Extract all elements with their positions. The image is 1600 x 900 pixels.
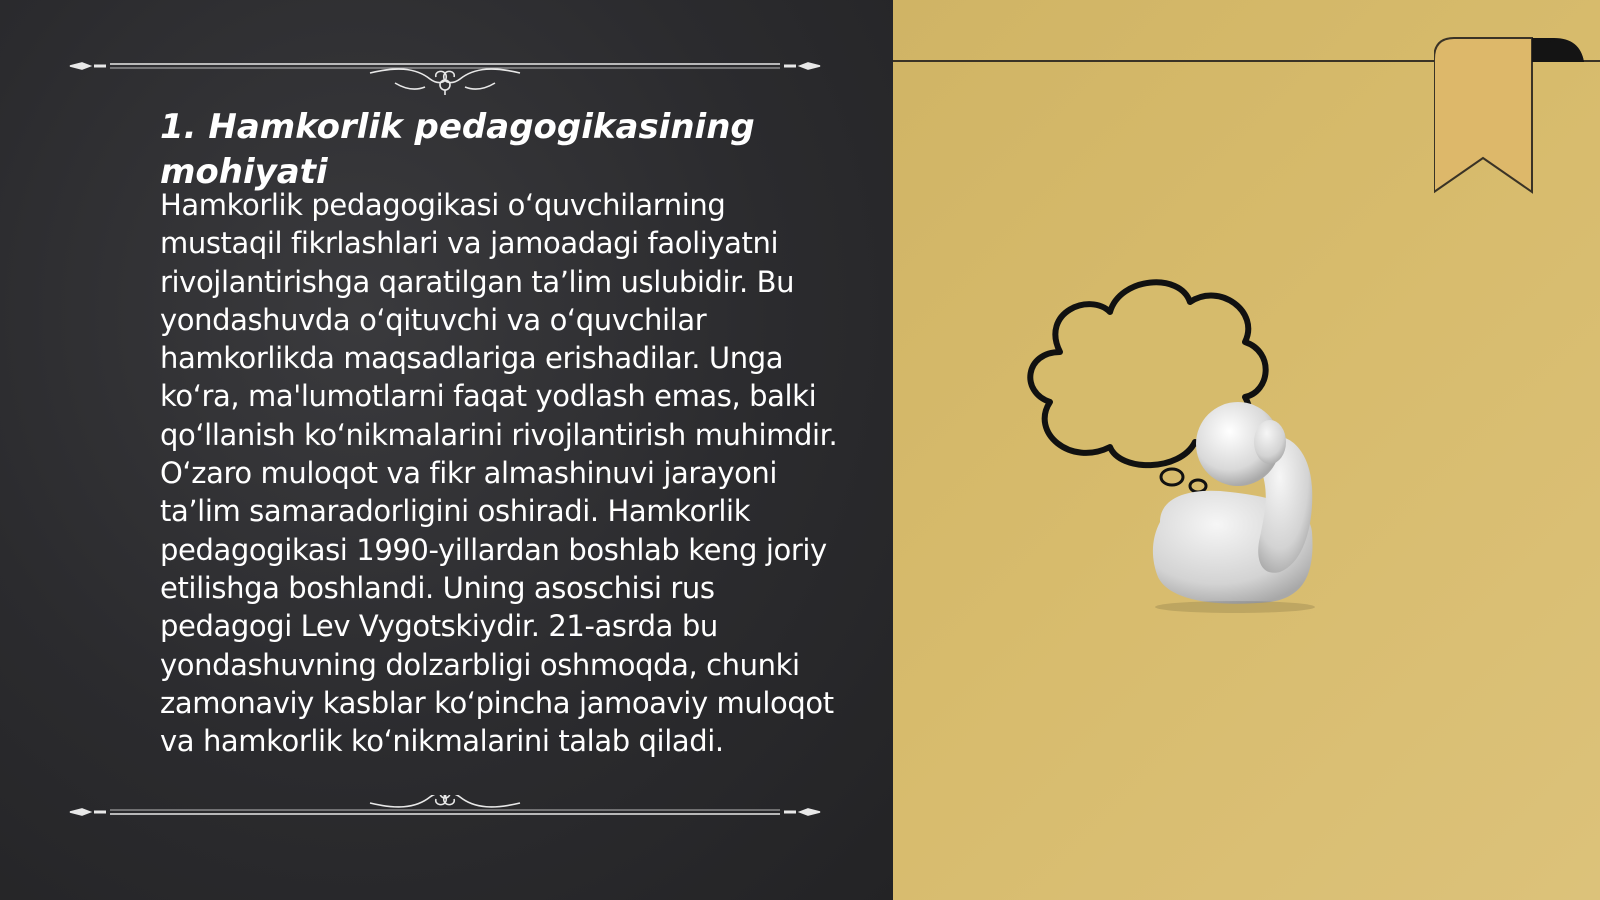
flourish-divider-icon (60, 45, 830, 95)
slide-title: 1. Hamkorlik pedagogikasining mohiyati (160, 107, 755, 192)
thinking-person-icon (1020, 272, 1350, 617)
ribbon-bookmark-icon (1434, 34, 1584, 204)
flourish-divider-icon (60, 795, 830, 845)
body-paragraph: Hamkorlik pedagogikasi o‘quvchilarning mustaqil fikrlashlari va jamoadagi faoliyatni rivojlantirishga qaratilgan ta’lim uslubidir. Bu yondashuvda o‘qituvchi va o‘quvchilar hamkorlikda maqsadlariga erishadilar. Unga ko‘ra, ma'lumotlarni faqat yodlash emas, balki qo‘llanish ko‘nikmalarini rivojlantirish muhimdir. O‘zaro muloqot va fikr almashinuvi jarayoni ta’lim samaradorligini oshiradi. Hamkorlik pedagogikasi 1990-yillardan boshlab keng joriy etilishga boshlandi. Uning asoschisi rus pedagogi Lev Vygotskiydir. 21-asrda bu yondashuvning dolzarbligi oshmoqda, chunki zamonaviy kasblar ko‘pincha jamoaviy muloqot va hamkorlik ko‘nikmalarini talab qiladi. (160, 188, 838, 759)
